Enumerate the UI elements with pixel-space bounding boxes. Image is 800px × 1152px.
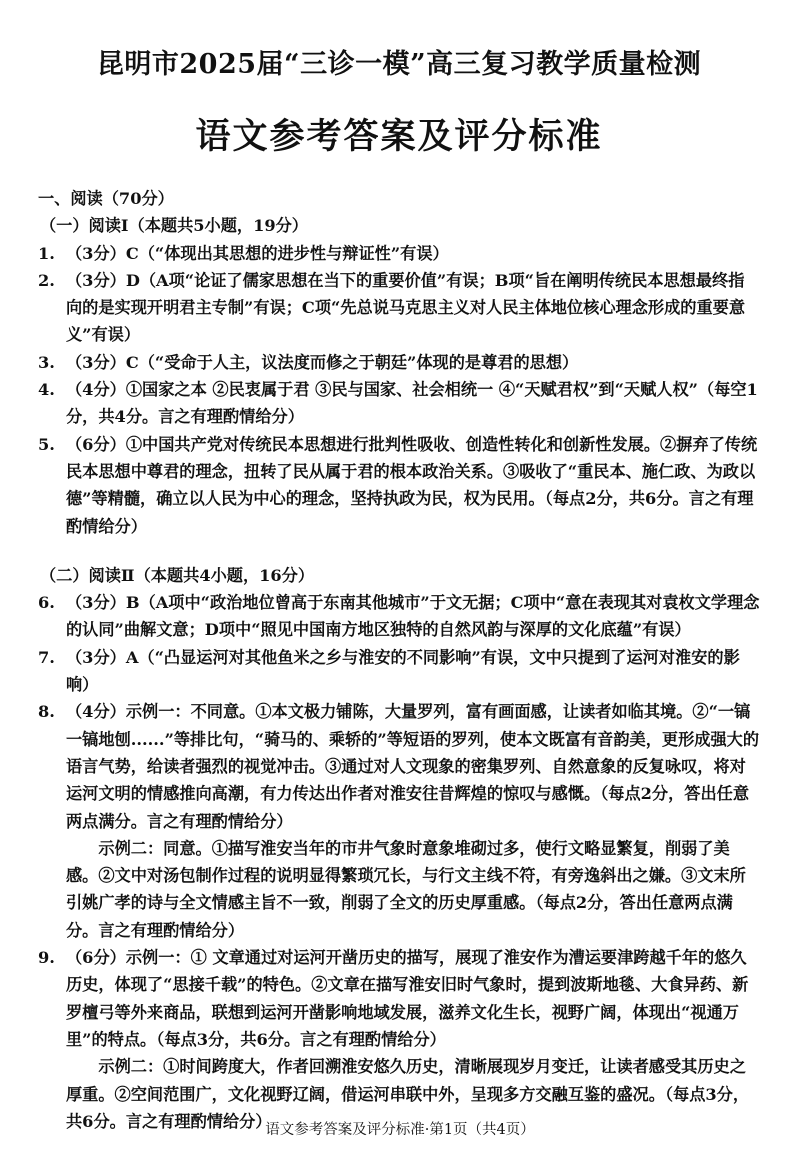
document-subtitle: 语文参考答案及评分标准 (195, 116, 603, 157)
answer-item (38, 267, 760, 349)
item-text: （6分）①中国共产党对传统民本思想进行批判性吸收、创造性转化和创新性发展。②摒弃了传统民本思想中尊君的理念，扭转了民从属于君的根本政治关系。③吸收了“重民本、施仁政、为政以德”等精髓，确立以人民为中心的理念，坚持执政为民，权为民用。（每点2分，共6分。言之有理酌情给分） (66, 434, 758, 536)
item-number: 4. (38, 380, 55, 400)
answer-content (38, 185, 760, 1135)
answer-item (38, 349, 760, 376)
item-number: 6. (38, 593, 55, 613)
page-footer: 语文参考答案及评分标准·第1页（共4页） (265, 1122, 535, 1138)
answer-item-continuation (38, 835, 760, 944)
exam-title: 昆明市2025届“三诊一模”高三复习教学质量检测 (96, 49, 702, 80)
example-paragraph: 示例二：同意。①描写淮安当年的市井气象时意象堆砌过多，使行文略显繁复，削弱了美感。②文中对汤包制作过程的说明显得繁琐冗长，与行文主线不符，有旁逸斜出之嫌。③文末所引姚广孝的诗与全文情感主旨不一致，削弱了全文的历史厚重感。（每点2分，答出任意两点满分。言之有理酌情给分） (66, 838, 746, 940)
item-text: （4分）①国家之本 ②民衷属于君 ③民与国家、社会相统一 ④“天赋君权”到“天赋人权”（每空1分，共4分。言之有理酌情给分） (66, 380, 758, 427)
answer-item (38, 698, 760, 834)
answer-item (38, 240, 760, 267)
item-number: 9. (38, 948, 55, 968)
section-spacer (38, 540, 760, 562)
answer-item (38, 944, 760, 1053)
part-heading: （二）阅读Ⅱ（本题共4小题，16分） (40, 565, 315, 585)
item-text: （3分）D（A项“论证了儒家思想在当下的重要价值”有误；B项“旨在阐明传统民本思想最终指向的是实现开明君主专制”有误；C项“先总说马克思主义对人民主体地位核心理念形成的重要意义”有误） (66, 270, 746, 345)
item-number: 5. (38, 434, 55, 454)
item-text: （6分）示例一：① 文章通过对运河开凿历史的描写，展现了淮安作为漕运要津跨越千年的悠久历史，体现了“思接千载”的特色。②文章在描写淮安旧时气象时，提到波斯地毯、大食异药、新罗檀弓等外来商品，联想到运河开凿影响地域发展，滋养文化生长，视野广阔，体现出“视通万里”的特点。（每点3分，共6分。言之有理酌情给分） (66, 948, 749, 1049)
item-text: （3分）B（A项中“政治地位曾高于东南其他城市”于文无据；C项中“意在表现其对袁枚文学理念的认同”曲解文意；D项中“照见中国南方地区独特的自然风韵与深厚的文化底蕴”有误） (66, 593, 760, 640)
answer-item (38, 431, 760, 540)
example-paragraph: 示例二：①时间跨度大，作者回溯淮安悠久历史，清晰展现岁月变迁，让读者感受其历史之厚重。②空间范围广，文化视野辽阔，借运河串联中外，呈现多方交融互鉴的盛况。（每点3分，共6分。言之有理酌情给分） (66, 1057, 750, 1131)
item-text: （3分）C（“受命于人主，议法度而修之于朝廷”体现的是尊君的思想） (66, 352, 579, 372)
answer-item (38, 376, 760, 431)
answer-item (38, 644, 760, 699)
item-text: （3分）A（“凸显运河对其他鱼米之乡与淮安的不同影响”有误，文中只提到了运河对淮安的影响） (66, 647, 740, 695)
answer-item (38, 589, 760, 644)
item-text: （4分）示例一：不同意。①本文极力铺陈，大量罗列，富有画面感，让读者如临其境。②“一镐一镐地刨......”等排比句，“骑马的、乘轿的”等短语的罗列，使本文既富有音韵美，更形成强大的语言气势，给读者强烈的视觉冲击。③通过对人文现象的密集罗列、自然意象的反复咏叹，将对运河文明的情感推向高潮，有力传达出作者对淮安往昔辉煌的惊叹与感慨。（每点2分，答出任意两点满分。言之有理酌情给分） (66, 702, 760, 831)
item-number: 7. (38, 647, 55, 667)
item-number: 1. (38, 243, 55, 263)
item-number: 2. (38, 270, 55, 290)
item-number: 3. (38, 352, 55, 372)
part-heading: （一）阅读Ⅰ（本题共5小题，19分） (40, 216, 308, 236)
item-number: 8. (38, 702, 55, 722)
item-text: （3分）C（“体现出其思想的进步性与辩证性”有误） (66, 243, 449, 263)
section-heading: 一、阅读（70分） (38, 189, 174, 208)
